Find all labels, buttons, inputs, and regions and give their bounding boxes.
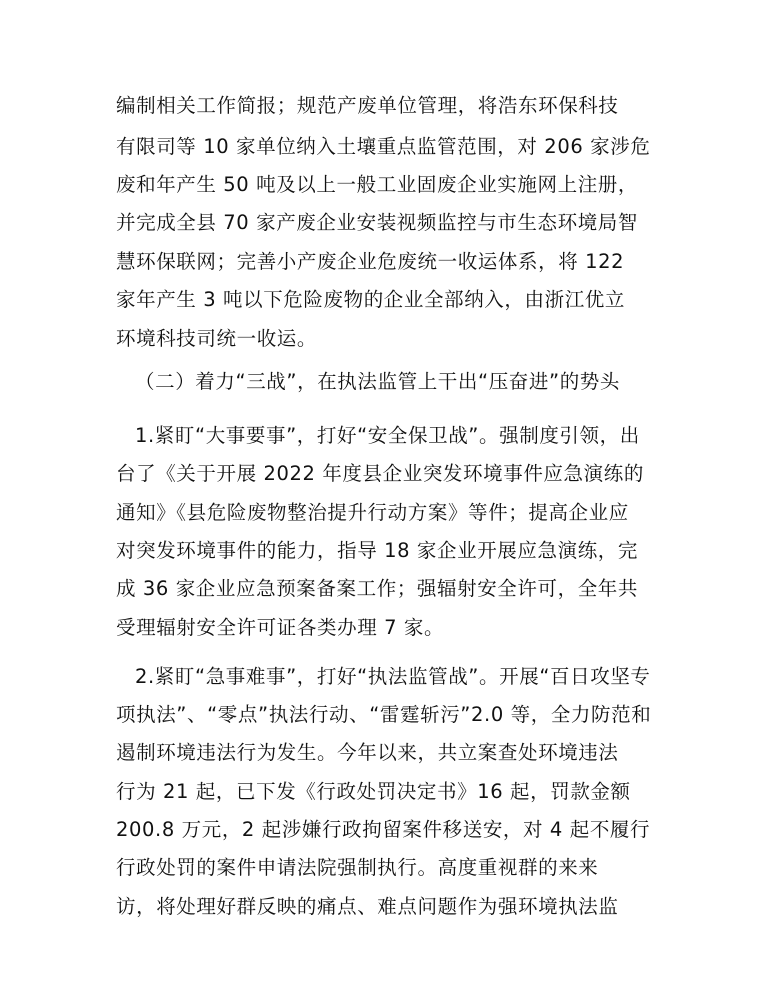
text-line: 行为 21 起，已下发《行政处罚决定书》16 起，罚款金额 [116, 780, 631, 803]
text-line: 对突发环境事件的能力，指导 18 家企业开展应急演练，完 [116, 539, 639, 562]
text-line: 行政处罚的案件申请法院强制执行。高度重视群的来来 [116, 856, 599, 879]
text-line: 编制相关工作简报；规范产废单位管理，将浩东环保科技 [116, 94, 619, 117]
text-line: 有限司等 10 家单位纳入土壤重点监管范围，对 206 家涉危 [116, 135, 651, 158]
text-line: 慧环保联网；完善小产废企业危废统一收运体系，将 122 [116, 250, 625, 273]
text-line: 通知》《县危险废物整治提升行动方案》等件；提高企业应 [116, 501, 629, 524]
text-line: 成 36 家企业应急预案备案工作；强辐射安全许可，全年共 [116, 577, 639, 600]
text-line: 台了《关于开展 2022 年度县企业突发环境事件应急演练的 [116, 462, 644, 485]
text-line: 访，将处理好群反映的痛点、难点问题作为强环境执法监 [116, 895, 619, 918]
section-heading: （二）着力“三战”，在执法监管上干出“压奋进”的势头 [135, 370, 621, 393]
text-line: 遏制环境违法行为发生。今年以来，共立案查处环境违法 [116, 741, 619, 764]
text-line: 200.8 万元，2 起涉嫌行政拘留案件移送安，对 4 起不履行 [116, 818, 651, 841]
text-line: 环境科技司统一收运。 [116, 327, 318, 350]
paragraph-first-line: 1.紧盯“大事要事”，打好“安全保卫战”。强制度引领，出 [135, 424, 640, 447]
text-line: 家年产生 3 吨以下危险废物的企业全部纳入，由浙江优立 [116, 288, 626, 311]
text-line: 并完成全县 70 家产废企业安装视频监控与市生态环境局智 [116, 211, 639, 234]
text-line: 受理辐射安全许可证各类办理 7 家。 [116, 616, 445, 639]
text-line: 废和年产生 50 吨及以上一般工业固废企业实施网上注册， [116, 173, 639, 196]
text-line: 项执法”、“零点”执法行动、“雷霆斩污”2.0 等，全力防范和 [116, 703, 652, 726]
paragraph-first-line: 2.紧盯“急事难事”，打好“执法监管战”。开展“百日攻坚专 [135, 665, 651, 688]
